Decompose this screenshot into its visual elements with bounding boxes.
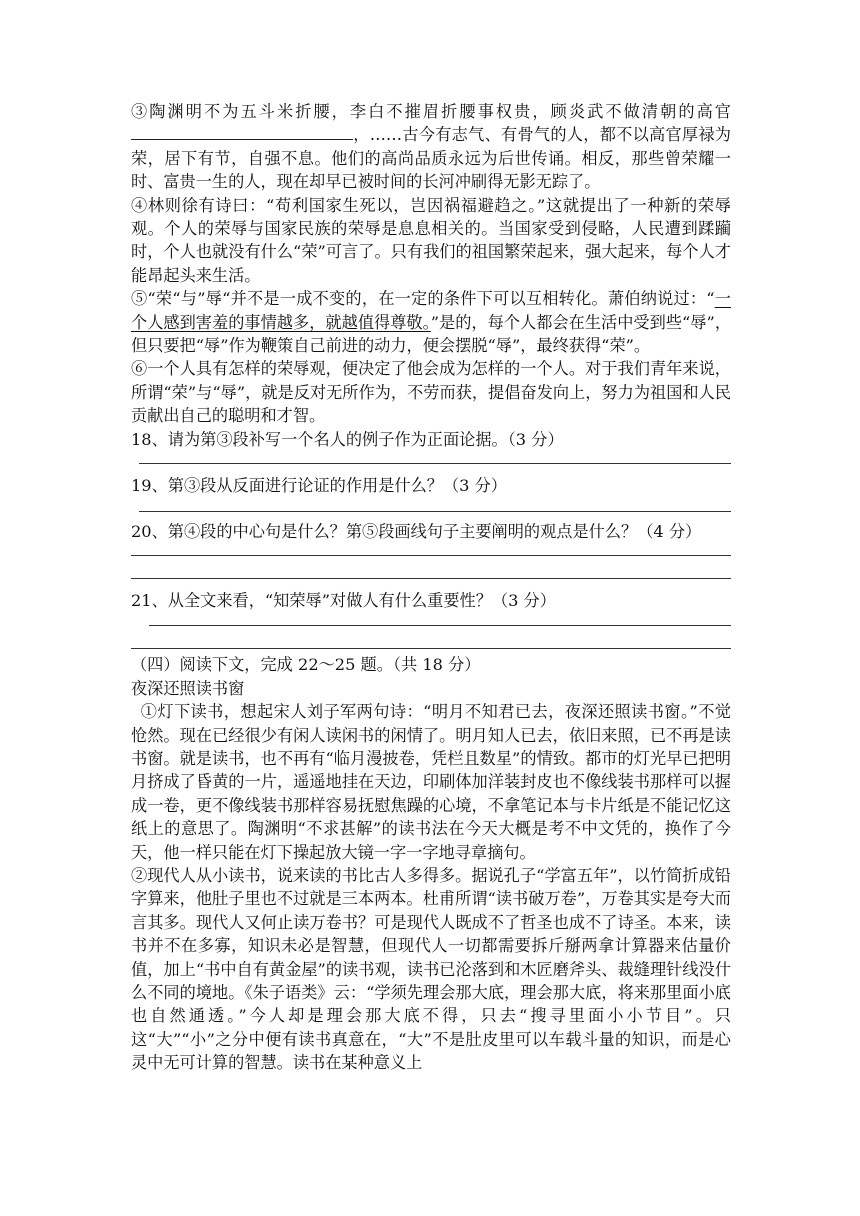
paragraph-4: ④林则徐有诗曰：“苟利国家生死以，岂因祸福避趋之。”这就提出了一种新的荣辱观。个人的荣辱与国家民族的荣辱是息息相关的。当国家受到侵略，人民遭到蹂躏时，个人也就没有什么“荣”可言了。只有我们的祖国繁荣起来，强大起来，每个人才能昂起头来生活。 (131, 195, 731, 285)
answer-line-20a[interactable] (131, 555, 731, 556)
article-paragraph-1: ①灯下读书，想起宋人刘子军两句诗：“明月不知君已去，夜深还照读书窗。”不觉怆然。现在已经很少有闲人读闲书的闲情了。明月知人已去，依旧来照，已不再是读书窗。就是读书，也不再有“临月漫披卷，凭栏且数星”的情致。都市的灯光早已把明月挤成了昏黄的一片，遥遥地挂在天边，印刷体加洋装封皮也不像线装书那样可以握成一卷，更不像线装书那样容易抚慰焦躁的心境，不拿笔记本与卡片纸是不能记忆这纸上的意思了。陶渊明“不求甚解”的读书法在今天大概是考不中文凭的，换作了今天，他一样只能在灯下操起放大镜一字一字地寻章摘句。 (131, 702, 731, 862)
question-20: 20、第④段的中心句是什么？第⑤段画线句子主要阐明的观点是什么？（4 分） (131, 521, 702, 541)
question-18: 18、请为第③段补写一个名人的例子作为正面论据。（3 分） (131, 429, 564, 449)
article-title: 夜深还照读书窗 (131, 678, 245, 698)
article-paragraph-2: ②现代人从小读书，说来读的书比古人多得多。据说孔子“学富五年”，以竹简折成铅字算来，他肚子里也不过就是三本两本。杜甫所谓“读书破万卷”，万卷其实是夸大而言其多。现代人又何止读万卷书？可是现代人既成不了哲圣也成不了诗圣。本来，读书并不在多寡，知识未必是智慧，但现代人一切都需要拆斤掰两拿计算器来估量价值，加上“书中自有黄金屋”的读书观，读书已沦落到和木匠磨斧头、裁缝理针线没什么不同的境地。《朱子语类》云：“学须先理会那大底，理会那大底，将来那里面小底也自然通透。”今人却是理会那大底不得，只去“搜寻里面小小节目”。只这“大”“小”之分中便有读书真意在，“大”不是肚皮里可以车载斗量的知识，而是心灵中无可计算的智慧。读书在某种意义上 (131, 865, 731, 1073)
answer-line-21a[interactable] (149, 625, 731, 626)
answer-line-21b[interactable] (131, 648, 731, 649)
answer-line-20b[interactable] (131, 578, 731, 579)
paragraph-6: ⑥一个人具有怎样的荣辱观，便决定了他会成为怎样的一个人。对于我们青年来说，所谓“荣”与“辱”，就是反对无所作为，不劳而获，提倡奋发向上，努力为祖国和人民贡献出自己的聪明和才智。 (131, 359, 731, 426)
paragraph-3-text-start: ③陶渊明不为五斗米折腰，李白不摧眉折腰事权贵，顾炎武不做清朝的高官 (131, 102, 731, 121)
question-19: 19、第③段从反面进行论证的作用是什么？（3 分） (131, 476, 507, 496)
answer-line-18[interactable] (139, 463, 731, 464)
question-21: 21、从全文来看，“知荣辱”对做人有什么重要性？（3 分） (131, 590, 556, 610)
answer-line-19[interactable] (139, 511, 731, 512)
paragraph-3-text-end: ，……古今有志气、有骨气的人，都不以高官厚禄为荣，居下有节，自强不息。他们的高尚品质永远为后世传诵。相反，那些曾荣耀一时、富贵一生的人，现在却早已被时间的长河冲刷得无影无踪了。 (131, 125, 731, 192)
section-4-heading: （四）阅读下文，完成 22～25 题。（共 18 分） (131, 655, 481, 675)
underlined-sentence: 一个人感到害羞的事情越多，就越值得尊敬。 (131, 289, 731, 332)
paragraph-3 (131, 100, 731, 194)
fill-in-blank[interactable] (131, 125, 353, 140)
paragraph-5-text-start: ⑤“荣“与”辱“并不是一成不变的，在一定的条件下可以互相转化。萧伯纳说过：“ (131, 289, 715, 309)
paragraph-5 (131, 287, 731, 357)
exam-page (131, 100, 731, 1075)
paragraph-5-text-end: ”是的，每个人都会在生活中受到些“辱”，但只要把“辱”作为鞭策自己前进的动力，便会摆脱“辱”，最终获得“荣”。 (131, 312, 732, 356)
